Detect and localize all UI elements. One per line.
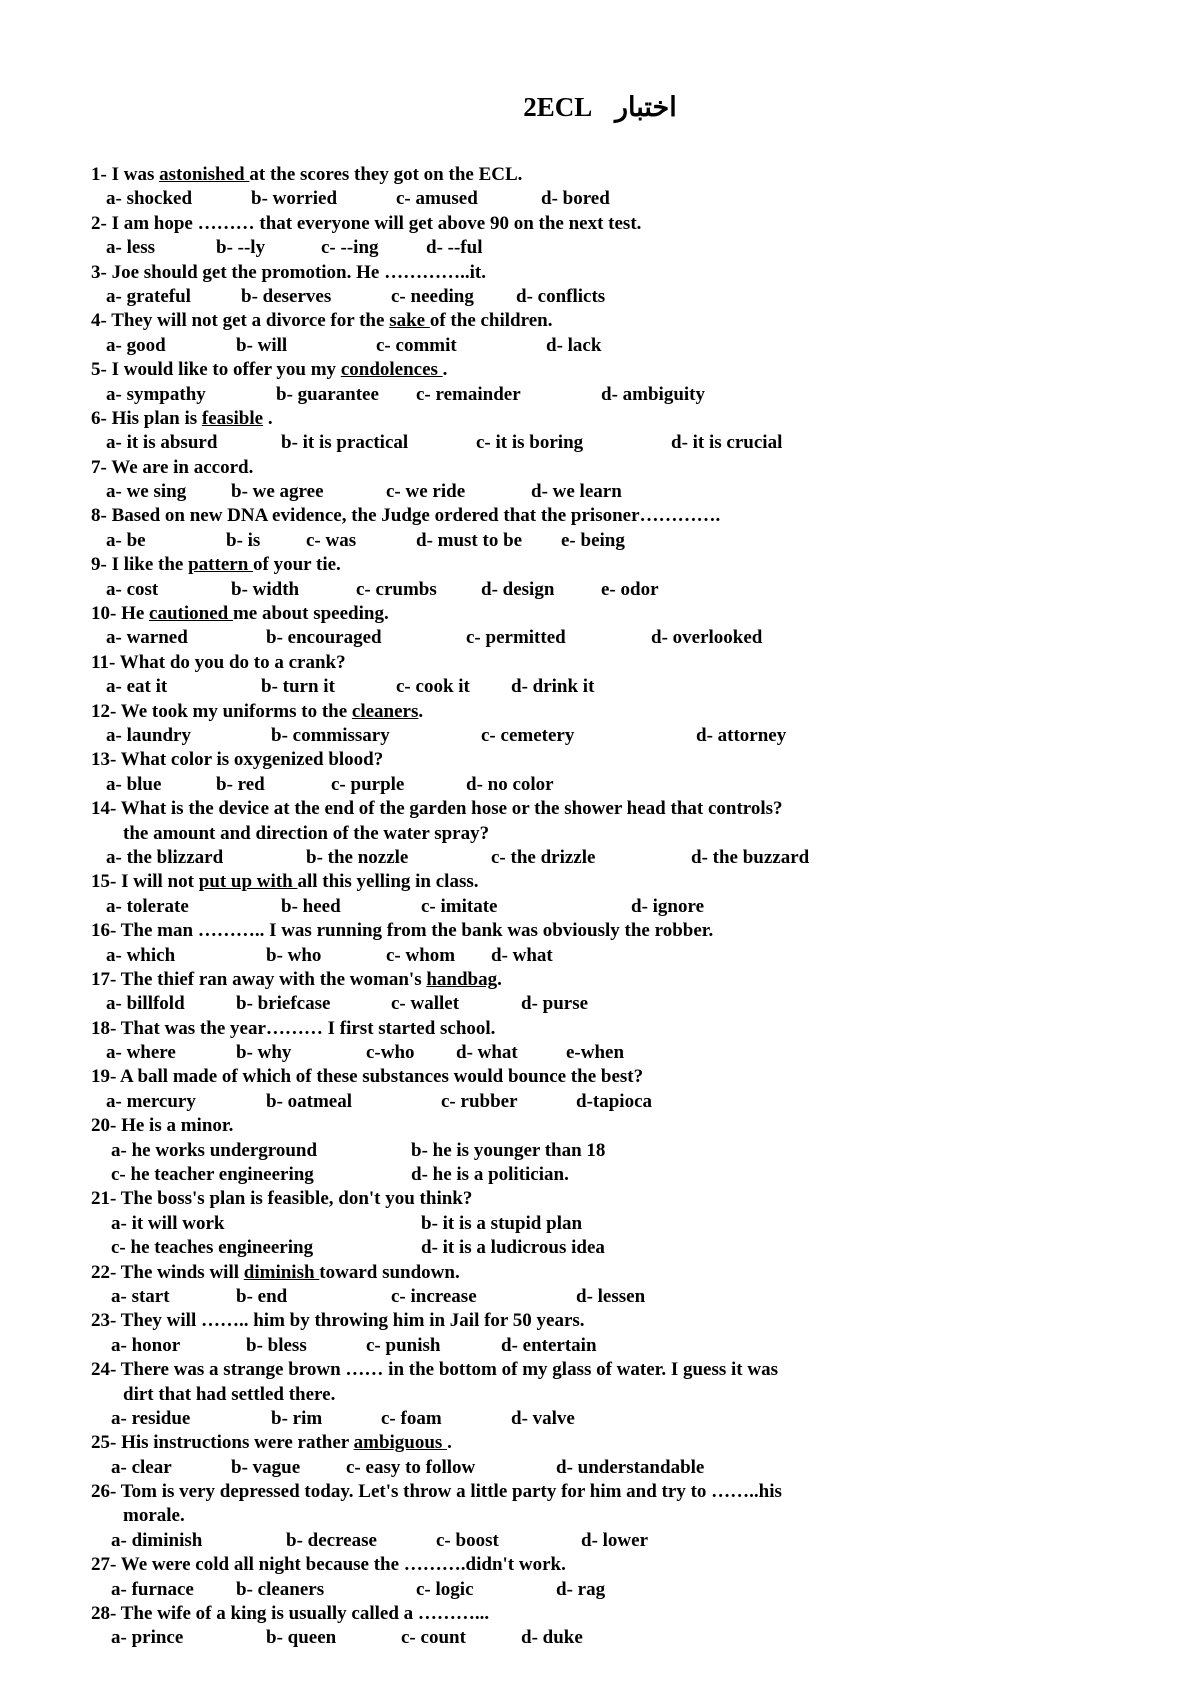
question-stem xyxy=(91,261,1101,285)
question-18 xyxy=(91,1017,1101,1066)
question-stem xyxy=(91,1114,1101,1138)
answer-option[interactable]: b- bless xyxy=(246,1334,307,1356)
answer-option[interactable]: b- will xyxy=(236,334,288,356)
answer-option[interactable]: b- deserves xyxy=(241,285,332,307)
answer-option[interactable]: b- we agree xyxy=(231,481,324,503)
page-title xyxy=(0,92,1200,123)
question-stem xyxy=(91,1261,1101,1285)
question-stem xyxy=(91,919,1101,943)
answer-option[interactable]: b- worried xyxy=(251,188,338,210)
answer-option[interactable]: b- cleaners xyxy=(236,1578,325,1600)
question-text: What color is oxygenized blood? xyxy=(120,749,384,771)
question-22 xyxy=(91,1261,1101,1310)
underlined-word: pattern xyxy=(188,554,254,576)
question-number: 2- xyxy=(91,212,107,234)
options-row xyxy=(91,1529,1101,1553)
underlined-word: sake xyxy=(389,310,430,332)
question-text: . xyxy=(497,968,502,990)
question-8 xyxy=(91,504,1101,553)
question-stem xyxy=(91,163,1101,187)
question-text: . xyxy=(447,1432,452,1454)
question-4 xyxy=(91,309,1101,358)
question-21 xyxy=(91,1187,1101,1260)
question-stem xyxy=(91,1309,1101,1333)
question-stem xyxy=(91,1480,1101,1504)
answer-option[interactable]: c- permitted xyxy=(466,627,566,649)
answer-option[interactable]: d- lower xyxy=(581,1529,649,1551)
question-number: 10- xyxy=(91,603,117,625)
question-number: 17- xyxy=(91,968,117,990)
answer-option[interactable]: d- he is a politician. xyxy=(411,1164,569,1186)
options-row xyxy=(91,724,1101,748)
question-number: 3- xyxy=(91,261,107,283)
answer-option[interactable]: a- good xyxy=(106,334,166,356)
answer-option[interactable]: b- --ly xyxy=(216,237,266,259)
options-row xyxy=(91,773,1101,797)
answer-option[interactable]: a- prince xyxy=(111,1627,184,1649)
underlined-word: cautioned xyxy=(149,603,233,625)
answer-option[interactable]: c- the drizzle xyxy=(491,846,596,868)
answer-option[interactable]: a- be xyxy=(106,529,146,551)
question-text: They will not get a divorce for the xyxy=(111,310,390,332)
question-number: 5- xyxy=(91,359,107,381)
answer-option[interactable]: a- blue xyxy=(106,773,162,795)
answer-option[interactable]: d- design xyxy=(481,578,555,600)
options-row xyxy=(91,1090,1101,1114)
question-text: The man ……….. I was running from the bank was obviously the robber. xyxy=(120,920,714,942)
answer-option[interactable]: c- he teaches engineering xyxy=(111,1237,314,1259)
question-2 xyxy=(91,212,1101,261)
options-row xyxy=(91,1041,1101,1065)
options-row xyxy=(91,992,1101,1016)
answer-option[interactable]: c- commit xyxy=(376,334,457,356)
answer-option[interactable]: b- it is practical xyxy=(281,432,409,454)
answer-option[interactable]: e-when xyxy=(566,1042,625,1064)
question-15 xyxy=(91,870,1101,919)
options-row xyxy=(91,480,1101,504)
answer-option[interactable]: d- no color xyxy=(466,773,554,795)
question-text: We were cold all night because the ……….didn't work. xyxy=(120,1554,566,1576)
answer-option[interactable]: a- sympathy xyxy=(106,383,206,405)
answer-option[interactable]: d- duke xyxy=(521,1627,583,1649)
answer-option[interactable]: a- where xyxy=(106,1042,176,1064)
answer-option[interactable]: b- is xyxy=(226,529,261,551)
options-row xyxy=(91,431,1101,455)
question-3 xyxy=(91,261,1101,310)
answer-option[interactable]: a- shocked xyxy=(106,188,193,210)
options-row xyxy=(91,626,1101,650)
answer-option[interactable]: c- easy to follow xyxy=(346,1456,476,1478)
question-stem xyxy=(91,1602,1101,1626)
question-number: 15- xyxy=(91,871,117,893)
answer-option[interactable]: d- we learn xyxy=(531,481,622,503)
question-number: 20- xyxy=(91,1115,117,1137)
question-number: 6- xyxy=(91,407,107,429)
answer-option[interactable]: d- lack xyxy=(546,334,602,356)
question-text: at the scores they got on the ECL. xyxy=(249,164,523,185)
question-number: 24- xyxy=(91,1359,117,1381)
options-row xyxy=(91,944,1101,968)
question-stem xyxy=(91,407,1101,431)
question-1 xyxy=(91,163,1101,212)
options-row xyxy=(91,578,1101,602)
answer-option[interactable]: d- must to be xyxy=(416,529,523,551)
question-number: 14- xyxy=(91,798,117,820)
answer-option[interactable]: d- purse xyxy=(521,993,589,1015)
answer-option[interactable]: d- overlooked xyxy=(651,627,763,649)
answer-option[interactable]: a- mercury xyxy=(106,1090,196,1112)
answer-option[interactable]: a- it is absurd xyxy=(106,432,218,454)
title-arabic: اختبار xyxy=(615,92,677,122)
question-number: 21- xyxy=(91,1188,117,1210)
question-text: I am hope ……… that everyone will get above 90 on the next test. xyxy=(111,212,642,234)
answer-option[interactable]: d- conflicts xyxy=(516,285,606,307)
answer-option[interactable]: d- drink it xyxy=(511,676,595,698)
question-text: of the children. xyxy=(429,310,553,332)
question-stem xyxy=(91,1187,1101,1211)
answer-option[interactable]: d- ambiguity xyxy=(601,383,705,405)
answer-option[interactable]: a- laundry xyxy=(106,724,191,746)
answer-option[interactable]: d- lessen xyxy=(576,1285,646,1307)
question-text: Joe should get the promotion. He …………..it. xyxy=(111,261,486,283)
question-12 xyxy=(91,700,1101,749)
options-row xyxy=(91,334,1101,358)
answer-option[interactable]: a- eat it xyxy=(106,676,168,698)
answer-option[interactable]: d- it is a ludicrous idea xyxy=(421,1237,605,1259)
question-stem xyxy=(91,1358,1101,1382)
options-row xyxy=(91,187,1101,211)
question-text: I like the xyxy=(111,554,189,576)
question-stem xyxy=(91,358,1101,382)
answer-option[interactable]: b- queen xyxy=(266,1627,337,1649)
question-text: What is the device at the end of the garden hose or the shower head that controls? xyxy=(120,798,783,820)
answer-option[interactable]: b- turn it xyxy=(261,676,335,698)
question-23 xyxy=(91,1309,1101,1358)
answer-option[interactable]: a- clear xyxy=(111,1456,172,1478)
question-text: Based on new DNA evidence, the Judge ordered that the prisoner…………. xyxy=(111,505,721,527)
underlined-word: feasible xyxy=(201,407,264,429)
answer-option[interactable]: c- purple xyxy=(331,773,405,795)
answer-option[interactable]: c- cook it xyxy=(396,676,470,698)
question-number: 28- xyxy=(91,1603,117,1625)
answer-option[interactable]: b- why xyxy=(236,1042,292,1064)
answer-option[interactable]: c- remainder xyxy=(416,383,521,405)
underlined-word: handbag xyxy=(426,968,498,990)
question-stem xyxy=(91,1431,1101,1455)
question-9 xyxy=(91,553,1101,602)
answer-option[interactable]: a- start xyxy=(111,1285,170,1307)
answer-option[interactable]: d- entertain xyxy=(501,1334,597,1356)
question-text: There was a strange brown …… in the bottom of my glass of water. I guess it was xyxy=(120,1359,779,1381)
answer-option[interactable]: a- residue xyxy=(111,1407,191,1429)
options-row xyxy=(91,846,1101,870)
question-stem xyxy=(91,797,1101,821)
question-text: What do you do to a crank? xyxy=(119,651,346,673)
answer-option[interactable]: d- ignore xyxy=(631,895,705,917)
question-text: His plan is xyxy=(111,407,202,429)
question-stem xyxy=(91,602,1101,626)
question-27 xyxy=(91,1553,1101,1602)
answer-option[interactable]: e- odor xyxy=(601,578,659,600)
question-24 xyxy=(91,1358,1101,1431)
underlined-word: diminish xyxy=(243,1261,320,1283)
answer-option[interactable]: a- billfold xyxy=(106,993,185,1015)
answer-option[interactable]: c- boost xyxy=(436,1529,499,1551)
answer-option[interactable]: c- cemetery xyxy=(481,724,575,746)
answer-option[interactable]: c-who xyxy=(366,1042,415,1064)
question-stem xyxy=(91,504,1101,528)
options-row xyxy=(91,1407,1101,1431)
question-19 xyxy=(91,1065,1101,1114)
answer-option[interactable]: a- tolerate xyxy=(106,895,189,917)
answer-option[interactable]: b- rim xyxy=(271,1407,323,1429)
answer-option[interactable]: c- whom xyxy=(386,944,456,966)
underlined-word: put up with xyxy=(198,871,298,893)
underlined-word: astonished xyxy=(159,164,250,185)
question-13 xyxy=(91,748,1101,797)
answer-option[interactable]: c- increase xyxy=(391,1285,477,1307)
question-11 xyxy=(91,651,1101,700)
answer-option[interactable]: b- vague xyxy=(231,1456,301,1478)
question-text: I would like to offer you my xyxy=(111,359,341,381)
options-row xyxy=(91,1578,1101,1602)
question-text: . xyxy=(418,700,424,722)
answer-option[interactable]: b- encouraged xyxy=(266,627,382,649)
question-stem xyxy=(91,700,1101,724)
answer-option[interactable]: b- who xyxy=(266,944,322,966)
answer-option[interactable]: b- the nozzle xyxy=(306,846,409,868)
question-28 xyxy=(91,1602,1101,1651)
options-row xyxy=(91,285,1101,309)
question-25 xyxy=(91,1431,1101,1480)
answer-option[interactable]: d- the buzzard xyxy=(691,846,810,868)
question-text: The boss's plan is feasible, don't you think? xyxy=(120,1188,473,1210)
options-row xyxy=(91,1139,1101,1163)
options-row xyxy=(91,675,1101,699)
question-26 xyxy=(91,1480,1101,1553)
answer-option[interactable]: c- logic xyxy=(416,1578,474,1600)
question-17 xyxy=(91,968,1101,1017)
question-number: 9- xyxy=(91,554,107,576)
question-text: all this yelling in class. xyxy=(297,871,479,893)
question-stem xyxy=(91,1553,1101,1577)
answer-option[interactable]: a- honor xyxy=(111,1334,181,1356)
question-text: The wife of a king is usually called a ………... xyxy=(120,1603,490,1625)
question-number: 27- xyxy=(91,1554,117,1576)
answer-option[interactable]: a- cost xyxy=(106,578,159,600)
answer-option[interactable]: a- he works underground xyxy=(111,1139,318,1161)
question-stem xyxy=(91,212,1101,236)
question-text: The winds will xyxy=(120,1261,244,1283)
question-number: 1- xyxy=(91,164,107,185)
answer-option[interactable]: c- punish xyxy=(366,1334,441,1356)
question-stem xyxy=(91,870,1101,894)
question-text: toward sundown. xyxy=(319,1261,460,1283)
question-stem xyxy=(91,553,1101,577)
question-number: 12- xyxy=(91,700,117,722)
question-number: 22- xyxy=(91,1261,117,1283)
answer-option[interactable]: a- less xyxy=(106,237,156,259)
question-10 xyxy=(91,602,1101,651)
question-text: . xyxy=(442,359,448,381)
options-row xyxy=(91,1334,1101,1358)
question-text: We took my uniforms to the xyxy=(120,700,352,722)
question-text-continued: morale. xyxy=(123,1505,185,1527)
question-text: I was xyxy=(111,164,160,185)
answer-option[interactable]: a- the blizzard xyxy=(106,846,224,868)
question-text: . xyxy=(263,407,273,429)
question-text: He is a minor. xyxy=(121,1115,234,1137)
question-number: 11- xyxy=(91,651,116,673)
answer-option[interactable]: d- bored xyxy=(541,188,610,210)
question-stem xyxy=(91,968,1101,992)
answer-option[interactable]: b- decrease xyxy=(286,1529,377,1551)
answer-option[interactable]: c- we ride xyxy=(386,481,466,503)
question-number: 4- xyxy=(91,310,107,332)
answer-option[interactable]: c- count xyxy=(401,1627,466,1649)
question-text: His instructions were rather xyxy=(121,1432,354,1454)
question-stem xyxy=(91,1065,1101,1089)
question-text: They will …….. him by throwing him in Jail for 50 years. xyxy=(120,1310,585,1332)
question-number: 19- xyxy=(91,1066,117,1088)
question-5 xyxy=(91,358,1101,407)
question-text: We are in accord. xyxy=(111,456,254,478)
question-stem xyxy=(91,748,1101,772)
answer-option[interactable]: d- attorney xyxy=(696,724,787,746)
answer-option[interactable]: a- which xyxy=(106,944,176,966)
question-text: The thief ran away with the woman's xyxy=(120,968,427,990)
answer-option[interactable]: e- being xyxy=(561,529,625,551)
answer-option[interactable]: c- needing xyxy=(391,285,474,307)
answer-option[interactable]: a- we sing xyxy=(106,481,187,503)
question-text: I will not xyxy=(121,871,199,893)
question-text: Tom is very depressed today. Let's throw a little party for him and try to ……..his xyxy=(120,1481,782,1503)
answer-option[interactable]: a- furnace xyxy=(111,1578,194,1600)
answer-option[interactable]: b- end xyxy=(236,1285,288,1307)
question-number: 8- xyxy=(91,505,107,527)
title-latin: 2ECL xyxy=(523,92,593,122)
question-16 xyxy=(91,919,1101,968)
answer-option[interactable]: c- it is boring xyxy=(476,432,584,454)
question-stem xyxy=(91,1017,1101,1041)
answer-option[interactable]: a- it will work xyxy=(111,1212,225,1234)
question-list xyxy=(91,163,1101,1651)
answer-option[interactable]: c- he teacher engineering xyxy=(111,1164,314,1186)
answer-option[interactable]: b- he is younger than 18 xyxy=(411,1139,606,1161)
answer-option[interactable]: a- warned xyxy=(106,627,188,649)
question-stem xyxy=(91,309,1101,333)
question-number: 16- xyxy=(91,920,117,942)
question-text: He xyxy=(121,603,150,625)
answer-option[interactable]: d- --ful xyxy=(426,237,483,259)
options-row xyxy=(91,1236,1101,1260)
question-text-continued: dirt that had settled there. xyxy=(123,1383,336,1405)
answer-option[interactable]: c- crumbs xyxy=(356,578,437,600)
options-row xyxy=(91,529,1101,553)
question-number: 26- xyxy=(91,1481,117,1503)
underlined-word: cleaners xyxy=(351,700,419,722)
question-20 xyxy=(91,1114,1101,1187)
answer-option[interactable]: a- grateful xyxy=(106,285,191,307)
answer-option[interactable]: d-tapioca xyxy=(576,1090,652,1112)
answer-option[interactable]: d- it is crucial xyxy=(671,432,783,454)
options-row xyxy=(91,1626,1101,1650)
answer-option[interactable]: d- rag xyxy=(556,1578,606,1600)
options-row xyxy=(91,383,1101,407)
question-stem xyxy=(91,456,1101,480)
answer-option[interactable]: b- oatmeal xyxy=(266,1090,353,1112)
underlined-word: condolences xyxy=(340,359,443,381)
answer-option[interactable]: a- diminish xyxy=(111,1529,203,1551)
question-6 xyxy=(91,407,1101,456)
question-text: That was the year……… I first started school. xyxy=(120,1017,496,1039)
question-14 xyxy=(91,797,1101,870)
answer-option[interactable]: c- was xyxy=(306,529,357,551)
question-text: A ball made of which of these substances would bounce the best? xyxy=(120,1066,644,1088)
answer-option[interactable]: d- what xyxy=(456,1042,518,1064)
answer-option[interactable]: b- width xyxy=(231,578,300,600)
options-row xyxy=(91,895,1101,919)
answer-option[interactable]: b- briefcase xyxy=(236,993,331,1015)
question-number: 18- xyxy=(91,1017,117,1039)
options-row xyxy=(91,1285,1101,1309)
options-row xyxy=(91,1212,1101,1236)
options-row xyxy=(91,1456,1101,1480)
answer-option[interactable]: c- foam xyxy=(381,1407,442,1429)
question-text-continued: the amount and direction of the water spray? xyxy=(123,822,490,844)
options-row xyxy=(91,236,1101,260)
answer-option[interactable]: b- heed xyxy=(281,895,341,917)
answer-option[interactable]: c- --ing xyxy=(321,237,379,259)
answer-option[interactable]: b- it is a stupid plan xyxy=(421,1212,583,1234)
answer-option[interactable]: d- what xyxy=(491,944,553,966)
answer-option[interactable]: d- understandable xyxy=(556,1456,705,1478)
answer-option[interactable]: c- rubber xyxy=(441,1090,518,1112)
answer-option[interactable]: c- imitate xyxy=(421,895,498,917)
answer-option[interactable]: b- commissary xyxy=(271,724,390,746)
answer-option[interactable]: c- wallet xyxy=(391,993,460,1015)
answer-option[interactable]: c- amused xyxy=(396,188,478,210)
answer-option[interactable]: b- red xyxy=(216,773,265,795)
answer-option[interactable]: d- valve xyxy=(511,1407,575,1429)
question-number: 13- xyxy=(91,749,117,771)
answer-option[interactable]: b- guarantee xyxy=(276,383,379,405)
question-number: 25- xyxy=(91,1432,117,1454)
options-row xyxy=(91,1163,1101,1187)
question-number: 23- xyxy=(91,1310,117,1332)
underlined-word: ambiguous xyxy=(353,1432,448,1454)
question-text: me about speeding. xyxy=(232,603,389,625)
question-number: 7- xyxy=(91,456,107,478)
question-stem xyxy=(91,651,1101,675)
question-7 xyxy=(91,456,1101,505)
question-text: of your tie. xyxy=(253,554,341,576)
